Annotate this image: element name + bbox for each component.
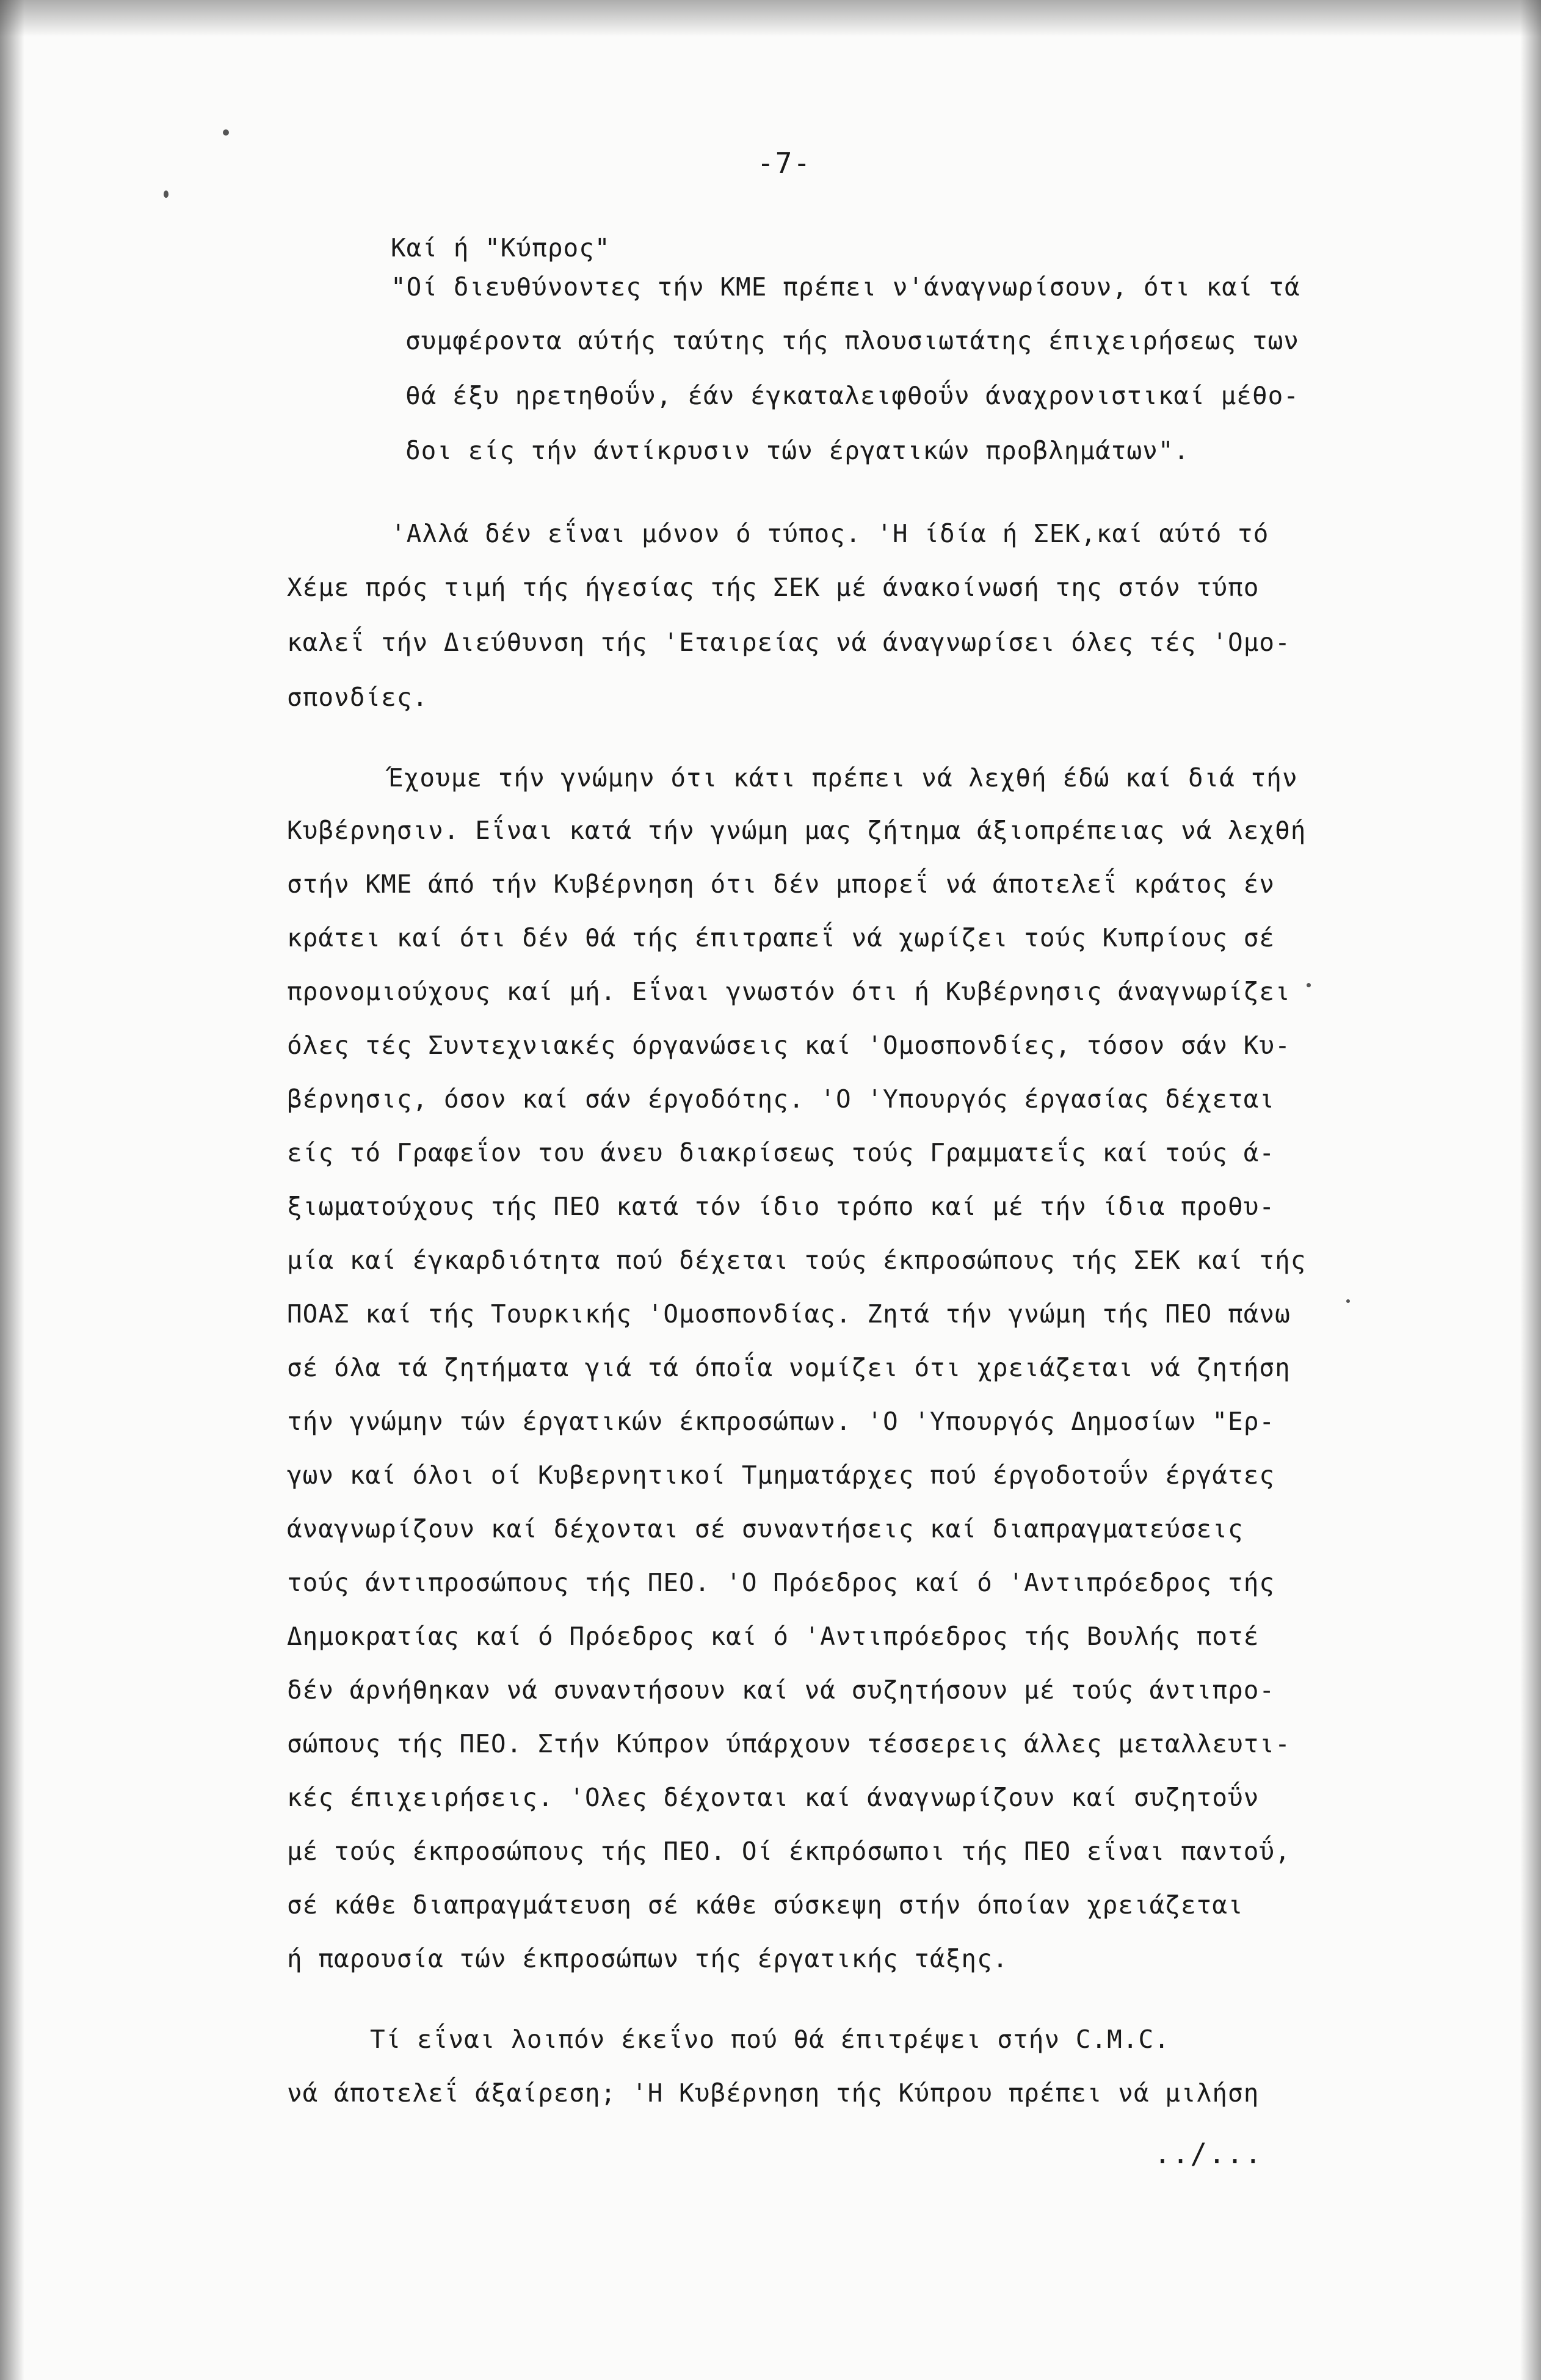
text-line: όλες τές Συντεχνιακές όργανώσεις καί 'Ομοσπονδίες, τόσον σάν Κυ- <box>287 1031 1291 1060</box>
text-line: δέν άρνήθηκαν νά συναντήσουν καί νά συζητήσουν μέ τούς άντιπρο- <box>287 1675 1275 1705</box>
text-line: Χέμε πρός τιμή τής ήγεσίας τής ΣΕΚ μέ άνακοίνωσή της στόν τύπο <box>287 573 1260 602</box>
text-line: Καί ή "Κύπρος" <box>391 233 611 263</box>
text-line: θά έξυ ηρετηθοΰν, έάν έγκαταλειφθοΰν άναχρονιστικαί μέθο- <box>405 381 1299 410</box>
text-line: 'Αλλά δέν εΐναι μόνον ό τύπος. 'Η ίδία ή ΣΕΚ,καί αύτό τό <box>391 519 1269 548</box>
text-line: ή παρουσία τών έκπροσώπων τής έργατικής τάξης. <box>287 1944 1009 1973</box>
text-line: στήν ΚΜΕ άπό τήν Κυβέρνηση ότι δέν μπορεΐ νά άποτελεΐ κράτος έν <box>287 869 1275 899</box>
text-line: νά άποτελεΐ άξαίρεση; 'Η Κυβέρνηση τής Κύπρου πρέπει νά μιλήση <box>287 2078 1260 2108</box>
text-line: Δημοκρατίας καί ό Πρόεδρος καί ό 'Αντιπρόεδρος τής Βουλής ποτέ <box>287 1622 1260 1651</box>
page-number: -7- <box>757 147 812 180</box>
ink-speck <box>164 190 169 198</box>
text-line: σέ όλα τά ζητήματα γιά τά όποΐα νομίζει ότι χρειάζεται νά ζητήση <box>287 1353 1291 1382</box>
text-line: Τί εΐναι λοιπόν έκεΐνο πού θά έπιτρέψει στήν C.M.C. <box>370 2025 1170 2054</box>
ink-speck <box>223 129 229 136</box>
text-line: κράτει καί ότι δέν θά τής έπιτραπεΐ νά χωρίζει τούς Κυπρίους σέ <box>287 923 1275 952</box>
ink-speck <box>1307 983 1311 987</box>
scan-edge-top <box>0 0 1541 37</box>
text-line: γων καί όλοι οί Κυβερνητικοί Τμηματάρχες πού έργοδοτοΰν έργάτες <box>287 1460 1275 1490</box>
text-line: κές έπιχειρήσεις. 'Ολες δέχονται καί άναγνωρίζουν καί συζητοΰν <box>287 1783 1260 1812</box>
scan-edge-right <box>1520 0 1541 2380</box>
continuation-mark: ../... <box>1154 2137 1263 2170</box>
text-line: Κυβέρνησιν. Εΐναι κατά τήν γνώμη μας ζήτημα άξιοπρέπειας νά λεχθή <box>287 816 1307 845</box>
text-line: συμφέροντα αύτής ταύτης τής πλουσιωτάτης έπιχειρήσεως των <box>405 326 1299 355</box>
scan-edge-left <box>0 0 24 2380</box>
text-line: σέ κάθε διαπραγμάτευση σέ κάθε σύσκεψη στήν όποίαν χρειάζεται <box>287 1890 1244 1920</box>
text-line: βέρνησις, όσον καί σάν έργοδότης. 'Ο 'Υπουργός έργασίας δέχεται <box>287 1084 1275 1114</box>
text-line: μία καί έγκαρδιότητα πού δέχεται τούς έκπροσώπους τής ΣΕΚ καί τής <box>287 1246 1307 1275</box>
text-line: καλεΐ τήν Διεύθυνση τής 'Εταιρείας νά άναγνωρίσει όλες τές 'Ομο- <box>287 628 1291 657</box>
text-line: τούς άντιπροσώπους τής ΠΕΟ. 'Ο Πρόεδρος καί ό 'Αντιπρόεδρος τής <box>287 1568 1275 1597</box>
text-line: σώπους τής ΠΕΟ. Στήν Κύπρον ύπάρχουν τέσσερεις άλλες μεταλλευτι- <box>287 1729 1291 1758</box>
text-line: άναγνωρίζουν καί δέχονται σέ συναντήσεις καί διαπραγματεύσεις <box>287 1514 1244 1544</box>
text-line: "Οί διευθύνοντες τήν ΚΜΕ πρέπει ν'άναγνωρίσουν, ότι καί τά <box>391 272 1300 302</box>
ink-speck <box>1346 1299 1350 1303</box>
text-line: προνομιούχους καί μή. Εΐναι γνωστόν ότι ή Κυβέρνησις άναγνωρίζει <box>287 977 1291 1006</box>
text-line: μέ τούς έκπροσώπους τής ΠΕΟ. Οί έκπρόσωποι τής ΠΕΟ εΐναι παντοΰ, <box>287 1837 1291 1866</box>
text-line: ΠΟΑΣ καί τής Τουρκικής 'Ομοσπονδίας. Ζητά τήν γνώμη τής ΠΕΟ πάνω <box>287 1299 1291 1329</box>
text-line: είς τό Γραφεΐον του άνευ διακρίσεως τούς Γραμματεΐς καί τούς ά- <box>287 1138 1275 1167</box>
text-line: ξιωματούχους τής ΠΕΟ κατά τόν ίδιο τρόπο καί μέ τήν ίδια προθυ- <box>287 1192 1275 1221</box>
text-line: δοι είς τήν άντίκρυσιν τών έργατικών προβλημάτων". <box>405 436 1190 465</box>
text-line: σπονδίες. <box>287 683 429 712</box>
text-line: τήν γνώμην τών έργατικών έκπροσώπων. 'Ο 'Υπουργός Δημοσίων "Ερ- <box>287 1407 1275 1436</box>
text-line: Έχουμε τήν γνώμην ότι κάτι πρέπει νά λεχθή έδώ καί διά τήν <box>388 763 1298 793</box>
